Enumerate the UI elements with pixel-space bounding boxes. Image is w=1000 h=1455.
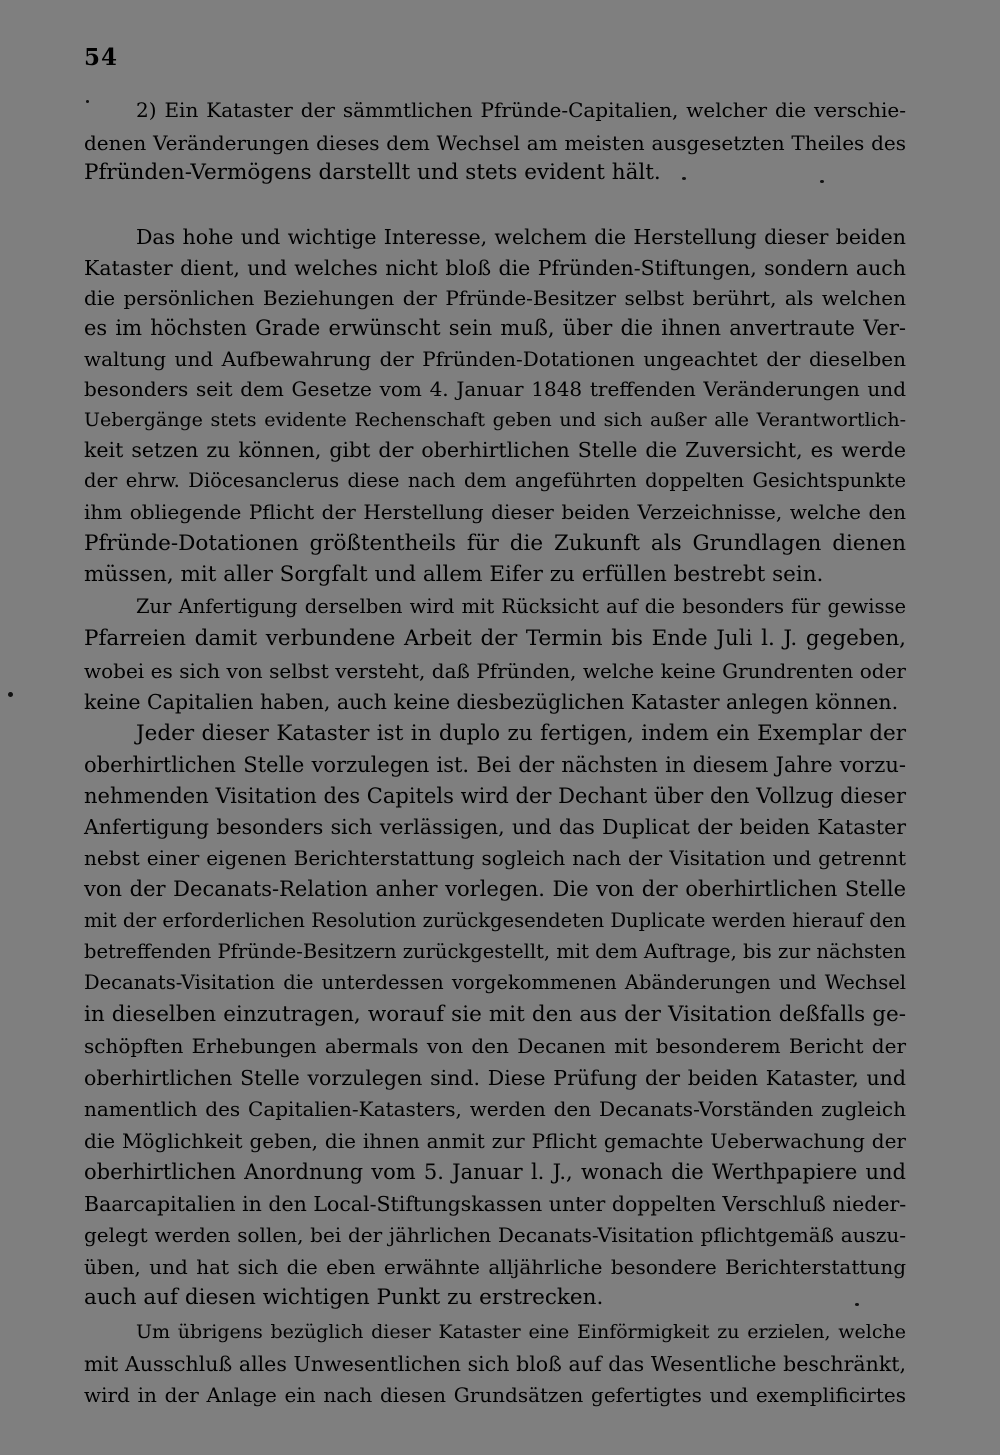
text-line: Kataster dient, und welches nicht bloß die Pfründen-Stiftungen, sondern auch [84,256,906,280]
text-line: mit Ausschluß alles Unwesentlichen sich bloß auf das Wesentliche beschränkt, [84,1352,906,1376]
text-line: keine Capitalien haben, auch keine diesbezüglichen Kataster anlegen können. [84,690,899,714]
text-line: oberhirtlichen Anordnung vom 5. Januar l. J., wonach die Werthpapiere und [84,1160,906,1184]
ink-speck [682,177,686,180]
text-line: wobei es sich von selbst versteht, daß Pfründen, welche keine Grundrenten oder [84,659,906,683]
text-line: 2) Ein Kataster der sämmtlichen Pfründe-Capitalien, welcher die verschie- [136,98,906,122]
text-line: Pfründen-Vermögens darstellt und stets evident hält. [84,160,661,185]
ink-speck [855,1303,859,1306]
text-line: namentlich des Capitalien-Katasters, werden den Decanats-Vorständen zugleich [84,1097,906,1121]
ink-speck [8,692,13,697]
text-line: Baarcapitalien in den Local-Stiftungskassen unter doppelten Verschluß nieder- [84,1192,907,1216]
text-line: der ehrw. Diöcesanclerus diese nach dem angeführten doppelten Gesichtspunkte [84,469,906,492]
text-line: schöpften Erhebungen abermals von den Decanen mit besonderem Bericht der [84,1034,906,1058]
text-line: in dieselben einzutragen, worauf sie mit den aus der Visitation deßfalls ge- [84,1002,906,1027]
text-line: ihm obliegende Pflicht der Herstellung dieser beiden Verzeichnisse, welche den [84,500,906,524]
ink-speck [86,100,89,103]
text-line: auch auf diesen wichtigen Punkt zu erstrecken. [84,1285,604,1310]
text-line: Pfarreien damit verbundene Arbeit der Termin bis Ende Juli l. J. gegeben, [84,626,906,651]
text-line: die Möglichkeit geben, die ihnen anmit zur Pflicht gemachte Ueberwachung der [84,1129,906,1153]
text-line: die persönlichen Beziehungen der Pfründe-Besitzer selbst berührt, als welchen [84,286,906,310]
text-line: es im höchsten Grade erwünscht sein muß, über die ihnen anvertraute Ver- [84,316,906,340]
text-line: Zur Anfertigung derselben wird mit Rücksicht auf die besonders für gewisse [136,595,906,618]
text-line: denen Veränderungen dieses dem Wechsel am meisten ausgesetzten Theiles des [84,131,906,155]
text-line: keit setzen zu können, gibt der oberhirtlichen Stelle die Zuversicht, es werde [84,438,906,462]
text-line: Decanats-Visitation die unterdessen vorgekommenen Abänderungen und Wechsel [84,971,906,994]
text-line: üben, und hat sich die eben erwähnte alljährliche besondere Berichterstattung [84,1255,906,1279]
text-line: oberhirtlichen Stelle vorzulegen ist. Bei der nächsten in diesem Jahre vorzu- [84,753,906,777]
ink-speck [820,180,824,183]
text-line: oberhirtlichen Stelle vorzulegen sind. Diese Prüfung der beiden Kataster, und [84,1066,906,1090]
text-line: müssen, mit aller Sorgfalt und allem Eifer zu erfüllen bestrebt sein. [84,562,824,587]
text-line: nebst einer eigenen Berichterstattung sogleich nach der Visitation und getrennt [84,846,906,870]
text-line: von der Decanats-Relation anher vorlegen. Die von der oberhirtlichen Stelle [84,877,906,901]
text-line: wird in der Anlage ein nach diesen Grundsätzen gefertigtes und exemplificirtes [84,1383,906,1407]
text-line: Das hohe und wichtige Interesse, welchem die Herstellung dieser beiden [136,225,906,249]
text-line: betreffenden Pfründe-Besitzern zurückgestellt, mit dem Auftrage, bis zur nächsten [84,940,906,963]
text-line: besonders seit dem Gesetze vom 4. Januar 1848 treffenden Veränderungen und [84,377,906,401]
text-line: gelegt werden sollen, bei der jährlichen Decanats-Visitation pflichtgemäß auszu- [84,1223,906,1247]
text-line: Um übrigens bezüglich dieser Kataster eine Einförmigkeit zu erzielen, welche [136,1321,906,1343]
text-line: Uebergänge stets evidente Rechenschaft geben und sich außer alle Verantwortlich- [84,409,906,431]
text-line: waltung und Aufbewahrung der Pfründen-Dotationen ungeachtet der dieselben [84,347,906,371]
text-line: Jeder dieser Kataster ist in duplo zu fertigen, indem ein Exemplar der [136,721,906,746]
text-line: mit der erforderlichen Resolution zurückgesendeten Duplicate werden hierauf den [84,909,906,932]
text-line: Anfertigung besonders sich verlässigen, und das Duplicat der beiden Kataster [84,815,906,839]
page-number: 54 [84,44,119,71]
text-line: nehmenden Visitation des Capitels wird der Dechant über den Vollzug dieser [84,784,906,808]
text-line: Pfründe-Dotationen größtentheils für die Zukunft als Grundlagen dienen [84,531,906,556]
